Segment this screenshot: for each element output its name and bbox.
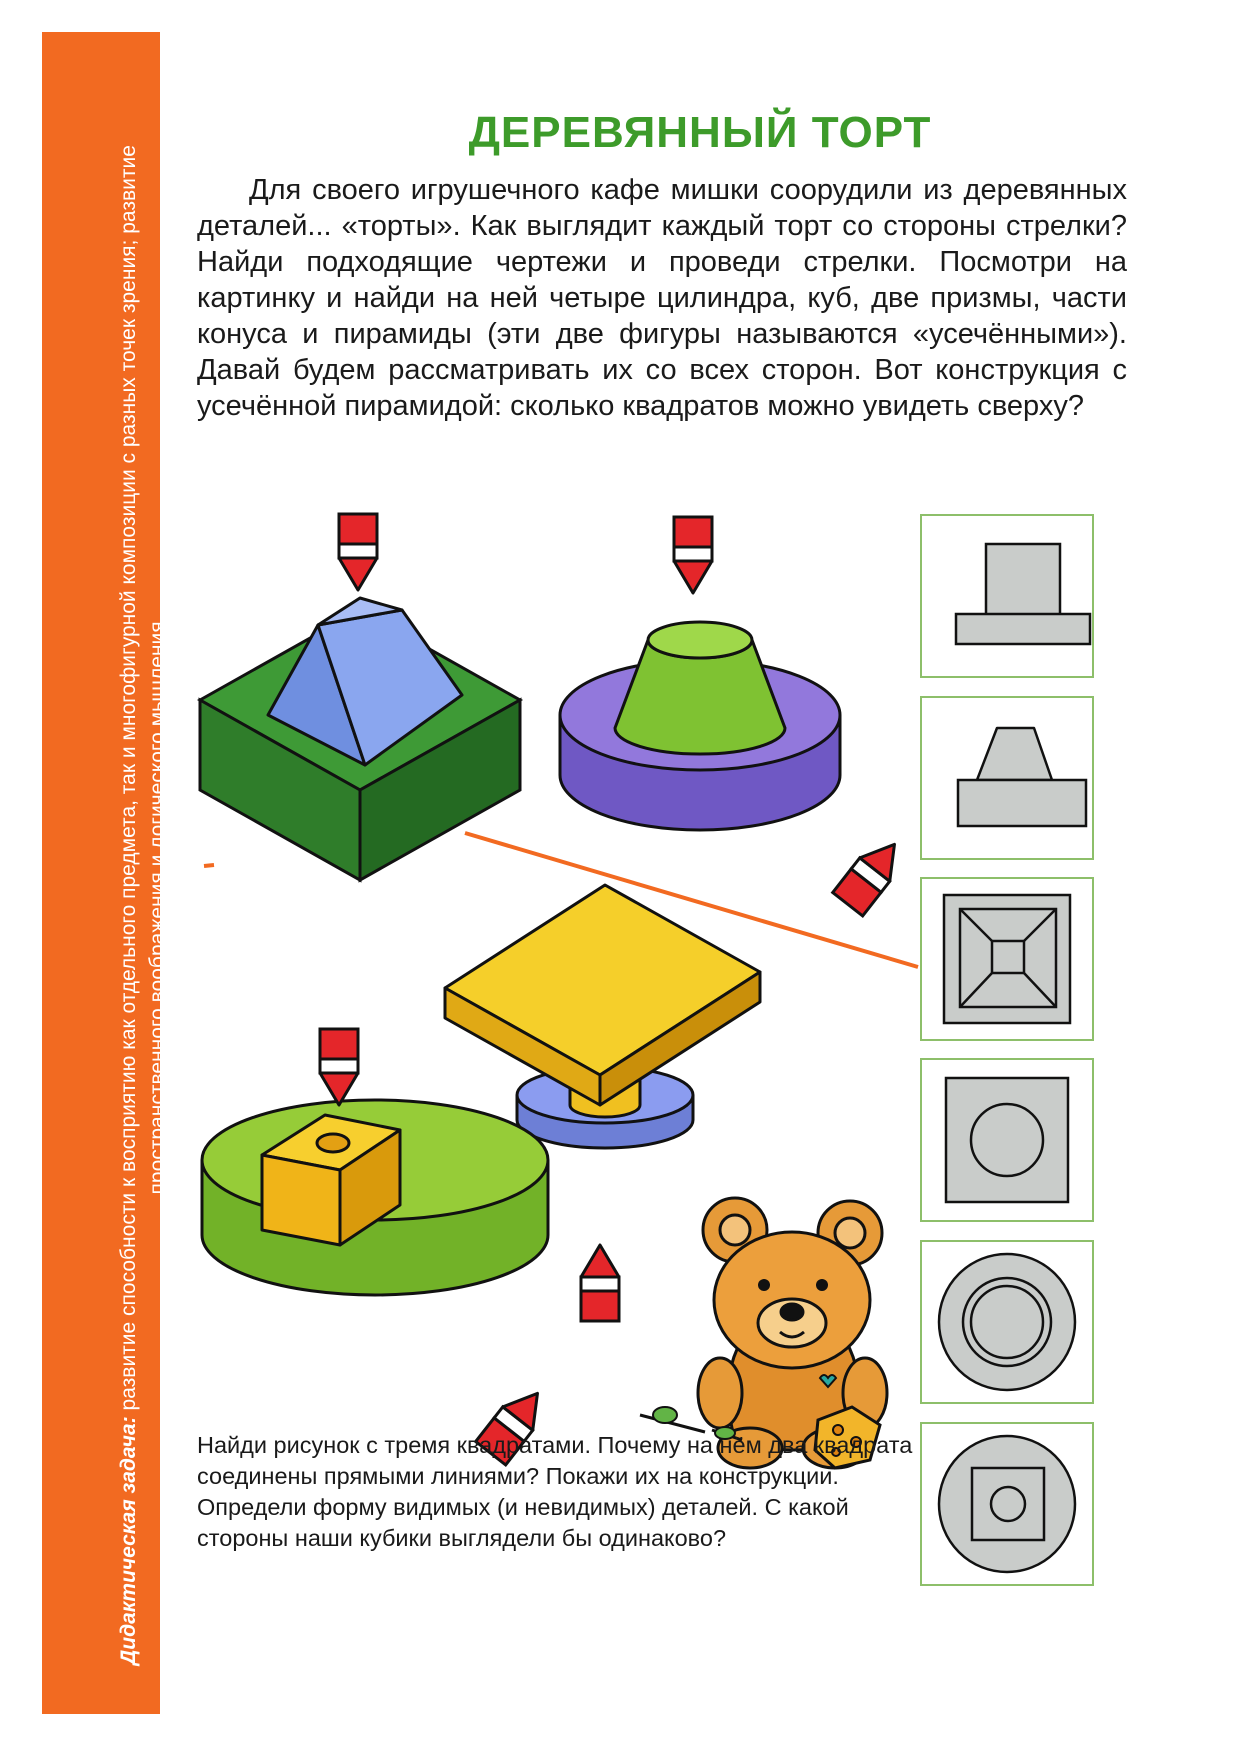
- cake-cone: [560, 622, 840, 830]
- answer-view-5[interactable]: [920, 1240, 1094, 1404]
- teddy-bear-icon: [640, 1198, 887, 1468]
- cake-pyramid: [200, 598, 520, 880]
- pencil-arrow-icon: [339, 514, 377, 590]
- pencil-arrow-icon: [320, 1029, 358, 1105]
- top-view-circle-square-icon: [922, 1424, 1092, 1584]
- didactic-task-body: развитие способности к восприятию как отдельного предмета, так и многофигурной композиции с разных точек зрения; развитие пространственного воображения и логического мышления.: [117, 145, 169, 1411]
- top-view-square-circle-icon: [922, 1060, 1092, 1220]
- cake-table: [445, 885, 760, 1148]
- answer-mark: [204, 865, 214, 866]
- cake-cube: [202, 1100, 548, 1295]
- answer-view-2[interactable]: [920, 696, 1094, 860]
- top-view-pyramid-icon: [922, 879, 1092, 1039]
- front-view-trapezoid-icon: [922, 698, 1092, 858]
- didactic-task-label: Дидактическая задача:: [117, 1416, 140, 1665]
- answer-view-3[interactable]: [920, 877, 1094, 1041]
- top-view-concentric-circles-icon: [922, 1242, 1092, 1402]
- pencil-arrow-icon: [674, 517, 712, 593]
- answer-view-4[interactable]: [920, 1058, 1094, 1222]
- question-paragraph: Найди рисунок с тремя квадратами. Почему на нём два квадрата соединены прямыми линиями? Покажи их на конструкции. Определи форму видимых (и невидимых) деталей. С какой стороны наши кубики выглядели бы одинаково?: [197, 1432, 913, 1551]
- page-title: ДЕРЕВЯННЫЙ ТОРТ: [468, 108, 932, 157]
- pencil-arrow-icon: [833, 833, 910, 916]
- answer-view-1[interactable]: [920, 514, 1094, 678]
- pencil-arrow-icon: [581, 1245, 619, 1321]
- front-view-cross-icon: [922, 516, 1092, 676]
- answer-view-6[interactable]: [920, 1422, 1094, 1586]
- intro-paragraph: Для своего игрушечного кафе мишки соорудили из деревянных деталей... «торты». Как выглядит каждый торт со стороны стрелки? Найди подходящие чертежи и проведи стрелки. Посмотри на картинку и найди на ней четыре цилиндра, куб, две призмы, части конуса и пирамиды (эти две фигуры называются «усечёнными»). Давай будем рассматривать их со всех сторон. Вот конструкция с усечённой пирамидой: сколько квадратов можно увидеть сверху?: [197, 174, 1127, 422]
